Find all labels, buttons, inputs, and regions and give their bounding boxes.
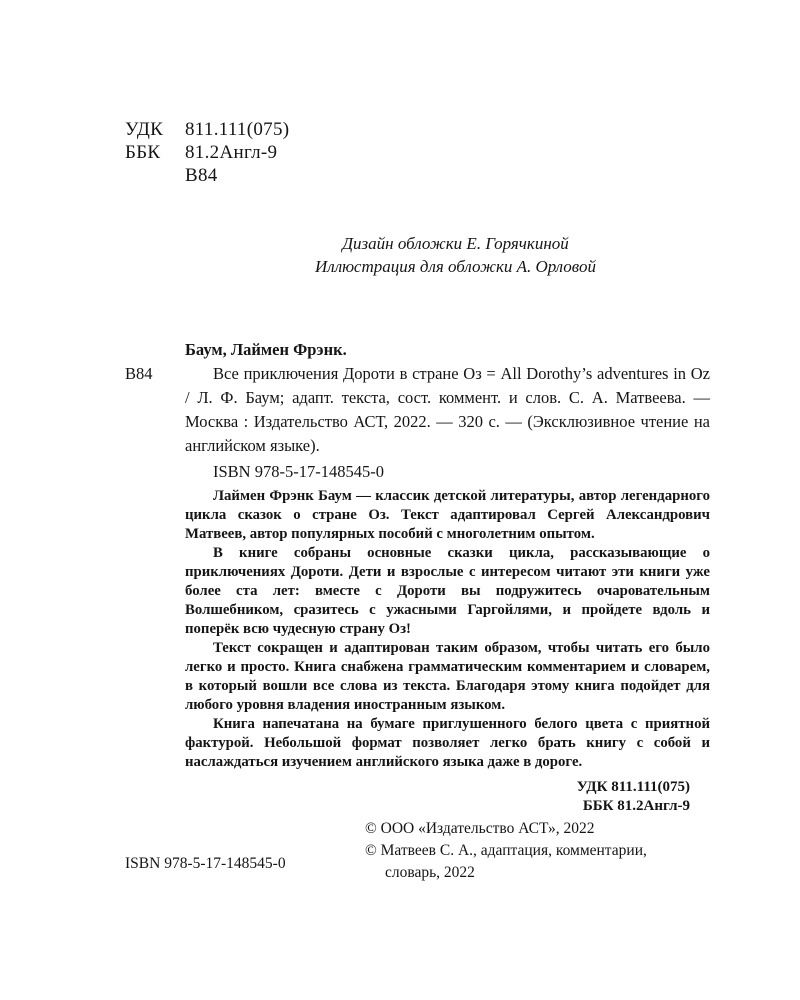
annotation-paragraph: Книга напечатана на бумаге приглушенного белого цвета с приятной фактурой. Небольшой формат позволяет легко брать книгу с собой и наслаждаться изучением английского языка даже в дороге. [185, 716, 710, 770]
copyright-publisher: © ООО «Издательство АСТ», 2022 [365, 820, 595, 837]
catalog-description: Все приключения Дороти в стране Оз = All Dorothy’s adventures in Oz / Л. Ф. Баум; адапт. текста, сост. коммент. и слов. С. А. Матвеева. — Москва : Издательство АСТ, 2022. — 320 с. — (Эксклюзивное чтение на английском языке). [185, 364, 710, 455]
author-code-spacer [125, 164, 185, 187]
copyright-block [365, 818, 677, 884]
bbk-row [125, 141, 710, 164]
annotation-paragraph: Лаймен Фрэнк Баум — классик детской литературы, автор легендарного цикла сказок о стране Оз. Текст адаптировал Сергей Александрович Матвеев, автор популярных пособий с многолетним опытом. [185, 488, 710, 542]
bbk-value: 81.2Англ-9 [185, 142, 278, 163]
isbn-bottom: ISBN 978-5-17-148545-0 [125, 855, 286, 872]
catalog-entry [125, 362, 710, 458]
margin-author-code: В84 [125, 364, 153, 383]
udk-row [125, 118, 710, 141]
design-credits [125, 232, 710, 278]
annotation-block [185, 487, 710, 772]
udk-right: УДК 811.111(075) [576, 779, 690, 795]
isbn-line: ISBN 978-5-17-148545-0 [213, 462, 384, 481]
author-code: В84 [185, 165, 218, 186]
cover-design-credit: Дизайн обложки Е. Горячкиной [342, 234, 569, 253]
annotation-paragraph: В книге собраны основные сказки цикла, рассказывающие о приключениях Дороти. Дети и взрослые с интересом читают эти книги уже более ста лет: вместе с Дороти вы подружитесь очаровательным Волшебником, сразитесь с ужасными Гаргойлями, и пройдете вдоль и поперёк всю чудесную страну Оз! [185, 545, 710, 637]
cover-illustration-credit: Иллюстрация для обложки А. Орловой [315, 257, 596, 276]
bbk-right: ББК 81.2Англ-9 [582, 798, 690, 814]
classification-codes-right [125, 778, 690, 816]
classification-codes-top [125, 118, 710, 187]
copyright-adapter: © Матвеев С. А., адаптация, комментарии, словарь, 2022 [365, 842, 647, 881]
bibliographic-entry [125, 338, 710, 484]
annotation-paragraph: Текст сокращен и адаптирован таким образом, чтобы читать его было легко и просто. Книга снабжена грамматическим комментарием и словарем, в который вошли все слова из текста. Благодаря этому книга подойдет для любого уровня владения иностранным языком. [185, 640, 710, 713]
author-heading: Баум, Лаймен Фрэнк. [185, 340, 347, 359]
bbk-label: ББК [125, 142, 161, 163]
udk-value: 811.111(075) [185, 119, 290, 140]
udk-label: УДК [125, 119, 164, 140]
author-code-row [125, 164, 710, 187]
